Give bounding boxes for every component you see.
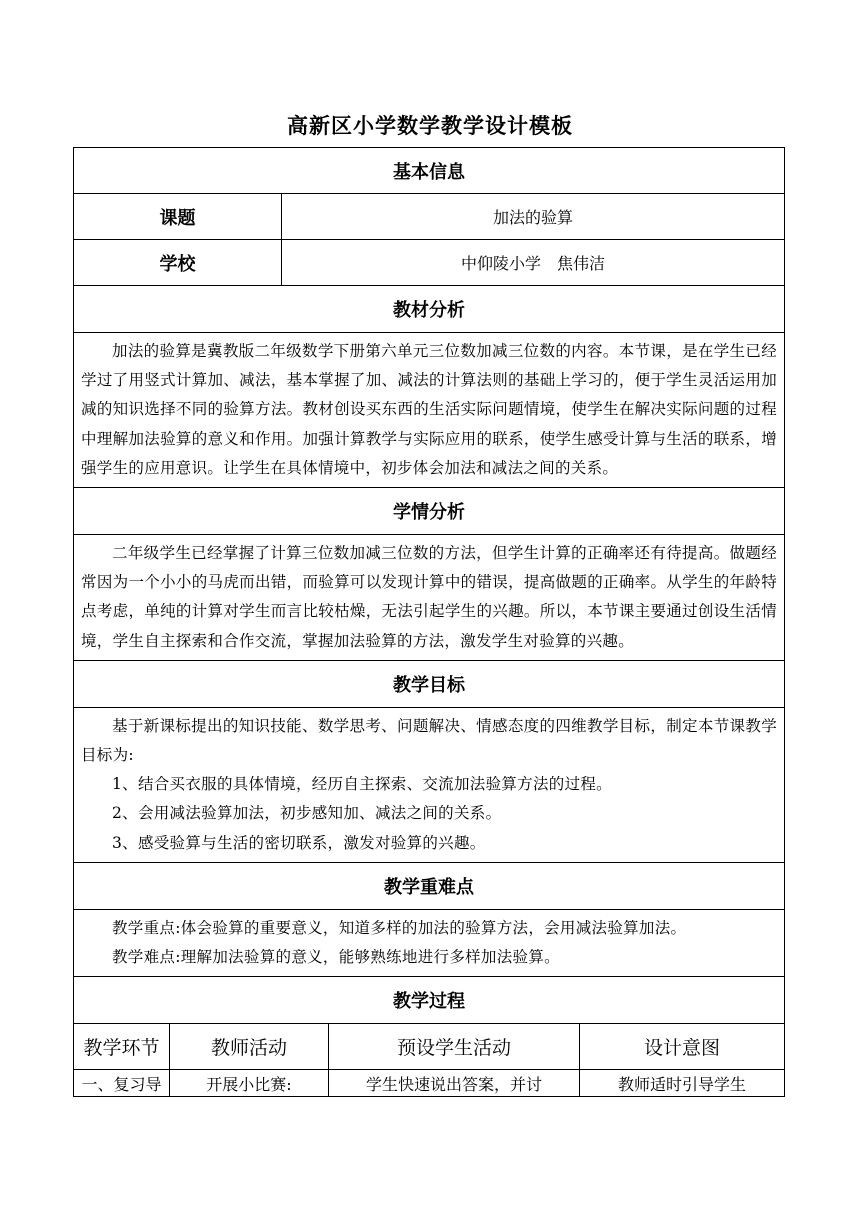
- cell-teacher: 开展小比赛:: [170, 1070, 329, 1096]
- document-title: 高新区小学数学教学设计模板: [287, 113, 573, 138]
- school-label: 学校: [74, 240, 282, 285]
- cell-intent: 教师适时引导学生: [617, 1074, 746, 1094]
- student-analysis-paragraph: 二年级学生已经掌握了计算三位数加减三位数的方法，但学生计算的正确率还有待提高。做题经常因为一个小小的马虎而出错，而验算可以发现计算中的错误，提高做题的正确率。从学生的年龄特点考虑，单纯的计算对学生而言比较枯燥，无法引起学生的兴趣。所以，本节课主要通过创设生活情境，学生自主探索和合作交流，掌握加法验算的方法，激发学生对验算的兴趣。: [81, 544, 777, 650]
- teaching-goals-heading: 教学目标: [73, 661, 785, 708]
- table-row: [73, 1070, 785, 1097]
- column-header-student: 预设学生活动: [329, 1024, 580, 1069]
- goal-item: 2、会用减法验算加法，初步感知加、减法之间的关系。: [112, 804, 502, 823]
- textbook-analysis-text: [73, 333, 785, 488]
- student-analysis-text: [73, 535, 785, 661]
- basic-info-heading: 基本信息: [73, 147, 785, 194]
- teaching-difficulty: 教学难点:理解加法验算的意义，能够熟练地进行多样加法验算。: [112, 948, 560, 967]
- lesson-plan-table: [73, 147, 785, 1097]
- cell-student: 学生快速说出答案，并讨: [329, 1070, 580, 1096]
- topic-row: [73, 194, 785, 240]
- textbook-analysis-heading: 教材分析: [73, 286, 785, 333]
- goal-item: 1、结合买衣服的具体情境，经历自主探索、交流加法验算方法的过程。: [112, 775, 612, 794]
- goals-intro: 基于新课标提出的知识技能、数学思考、问题解决、情感态度的四维教学目标，制定本节课教学目标为:: [81, 716, 777, 765]
- teaching-focus: 教学重点:体会验算的重要意义，知道多样的加法的验算方法，会用减法验算加法。: [112, 918, 687, 937]
- key-points-heading: 教学重难点: [73, 863, 785, 910]
- teaching-process-heading: 教学过程: [73, 977, 785, 1024]
- process-header-row: [73, 1024, 785, 1070]
- cell-stage: 一、复习导: [74, 1070, 170, 1096]
- school-value: 中仰陵小学 焦伟洁: [460, 254, 605, 273]
- column-header-teacher: 教师活动: [170, 1024, 329, 1069]
- school-row: [73, 240, 785, 286]
- column-header-stage: 教学环节: [74, 1024, 170, 1069]
- column-header-intent: 设计意图: [643, 1037, 720, 1060]
- teaching-goals-text: [73, 708, 785, 863]
- textbook-analysis-paragraph: 加法的验算是冀教版二年级数学下册第六单元三位数加减三位数的内容。本节课，是在学生已经学过了用竖式计算加、减法，基本掌握了加、减法的计算法则的基础上学习的，便于学生灵活运用加减的知识选择不同的验算方法。教材创设买东西的生活实际问题情境，使学生在解决实际问题的过程中理解加法验算的意义和作用。加强计算教学与实际应用的联系，使学生感受计算与生活的联系，增强学生的应用意识。让学生在具体情境中，初步体会加法和减法之间的关系。: [81, 342, 777, 477]
- topic-label: 课题: [74, 194, 282, 239]
- goal-item: 3、感受验算与生活的密切联系，激发对验算的兴趣。: [112, 833, 486, 852]
- topic-value: 加法的验算: [492, 208, 573, 227]
- student-analysis-heading: 学情分析: [73, 488, 785, 535]
- key-points-text: [73, 910, 785, 977]
